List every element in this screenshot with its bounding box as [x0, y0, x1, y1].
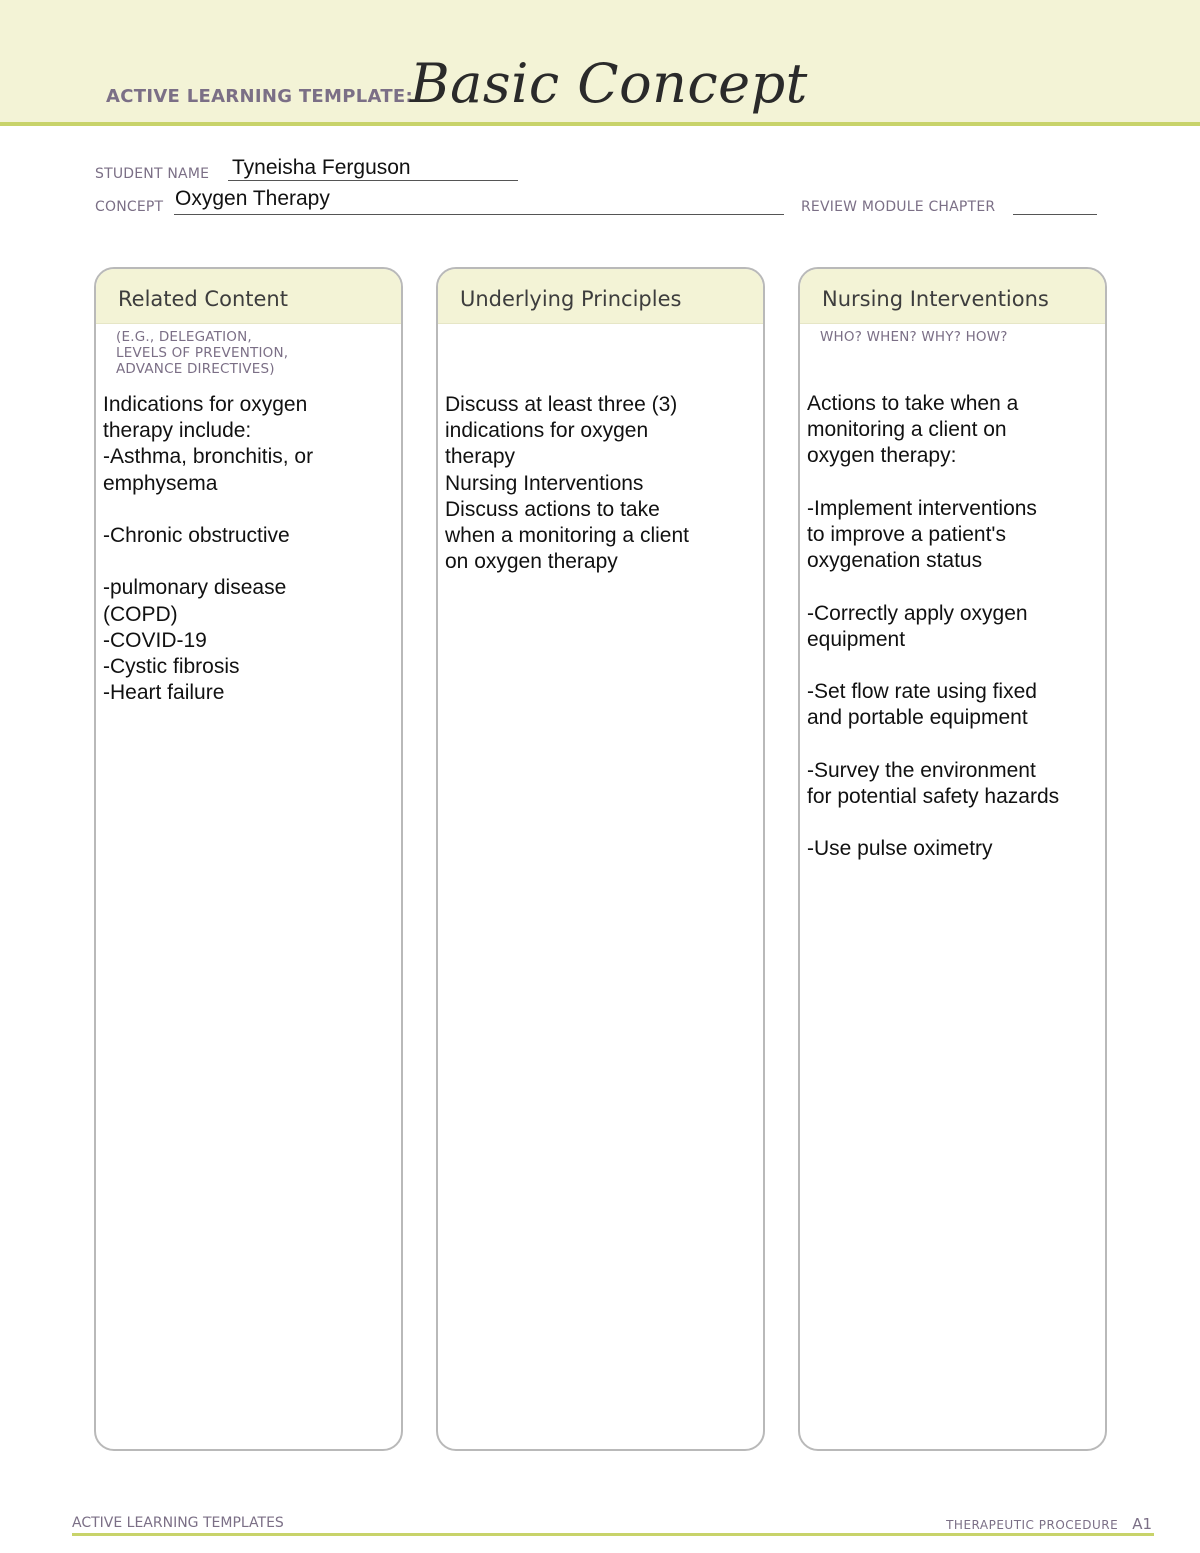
- header-divider: [0, 122, 1200, 126]
- card-underlying-principles: [436, 267, 765, 1451]
- student-name-field[interactable]: Tyneisha Ferguson: [232, 156, 411, 179]
- card-header: [96, 269, 401, 324]
- footer-right: [946, 1515, 1152, 1533]
- related-content-text[interactable]: Indications for oxygen therapy include: -Asthma, bronchitis, or emphysema -Chronic obstructive -pulmonary disease (COPD) -COVID-19 -Cystic fibrosis -Heart failure: [103, 393, 314, 705]
- card-header: [800, 269, 1105, 324]
- card-related-content: [94, 267, 403, 1451]
- card-title: Underlying Principles: [460, 287, 682, 311]
- student-name-label: STUDENT NAME: [95, 166, 210, 182]
- concept-field[interactable]: Oxygen Therapy: [175, 187, 330, 210]
- footer-section-label: THERAPEUTIC PROCEDURE: [946, 1518, 1119, 1532]
- page-title: Basic Concept: [410, 52, 808, 115]
- card-nursing-interventions: [798, 267, 1107, 1451]
- concept-underline: [174, 214, 784, 215]
- student-name-underline: [228, 180, 518, 181]
- card-header: [438, 269, 763, 324]
- card-title: Nursing Interventions: [822, 287, 1049, 311]
- template-label: ACTIVE LEARNING TEMPLATE:: [106, 86, 413, 107]
- concept-label: CONCEPT: [95, 199, 164, 215]
- review-module-label: REVIEW MODULE CHAPTER: [801, 199, 996, 215]
- card-title: Related Content: [118, 287, 288, 311]
- card-subtitle: (E.G., DELEGATION, LEVELS OF PREVENTION, ADVANCE DIRECTIVES): [116, 329, 289, 377]
- footer-page-code: A1: [1132, 1515, 1152, 1533]
- card-subtitle: WHO? WHEN? WHY? HOW?: [820, 329, 1008, 345]
- nursing-interventions-text[interactable]: Actions to take when a monitoring a client on oxygen therapy: -Implement interventions to improve a patient's oxygenation status -Correctly apply oxygen equipment -Set flow rate using fixed and portable equipment -Survey the environment for potential safety hazards -Use pulse oximetry: [807, 392, 1060, 861]
- underlying-principles-text[interactable]: Discuss at least three (3) indications for oxygen therapy Nursing Interventions Discuss actions to take when a monitoring a client on oxygen therapy: [445, 393, 689, 574]
- review-module-field[interactable]: [1013, 214, 1097, 215]
- footer-left-label: ACTIVE LEARNING TEMPLATES: [72, 1515, 284, 1531]
- footer-divider: [72, 1533, 1154, 1536]
